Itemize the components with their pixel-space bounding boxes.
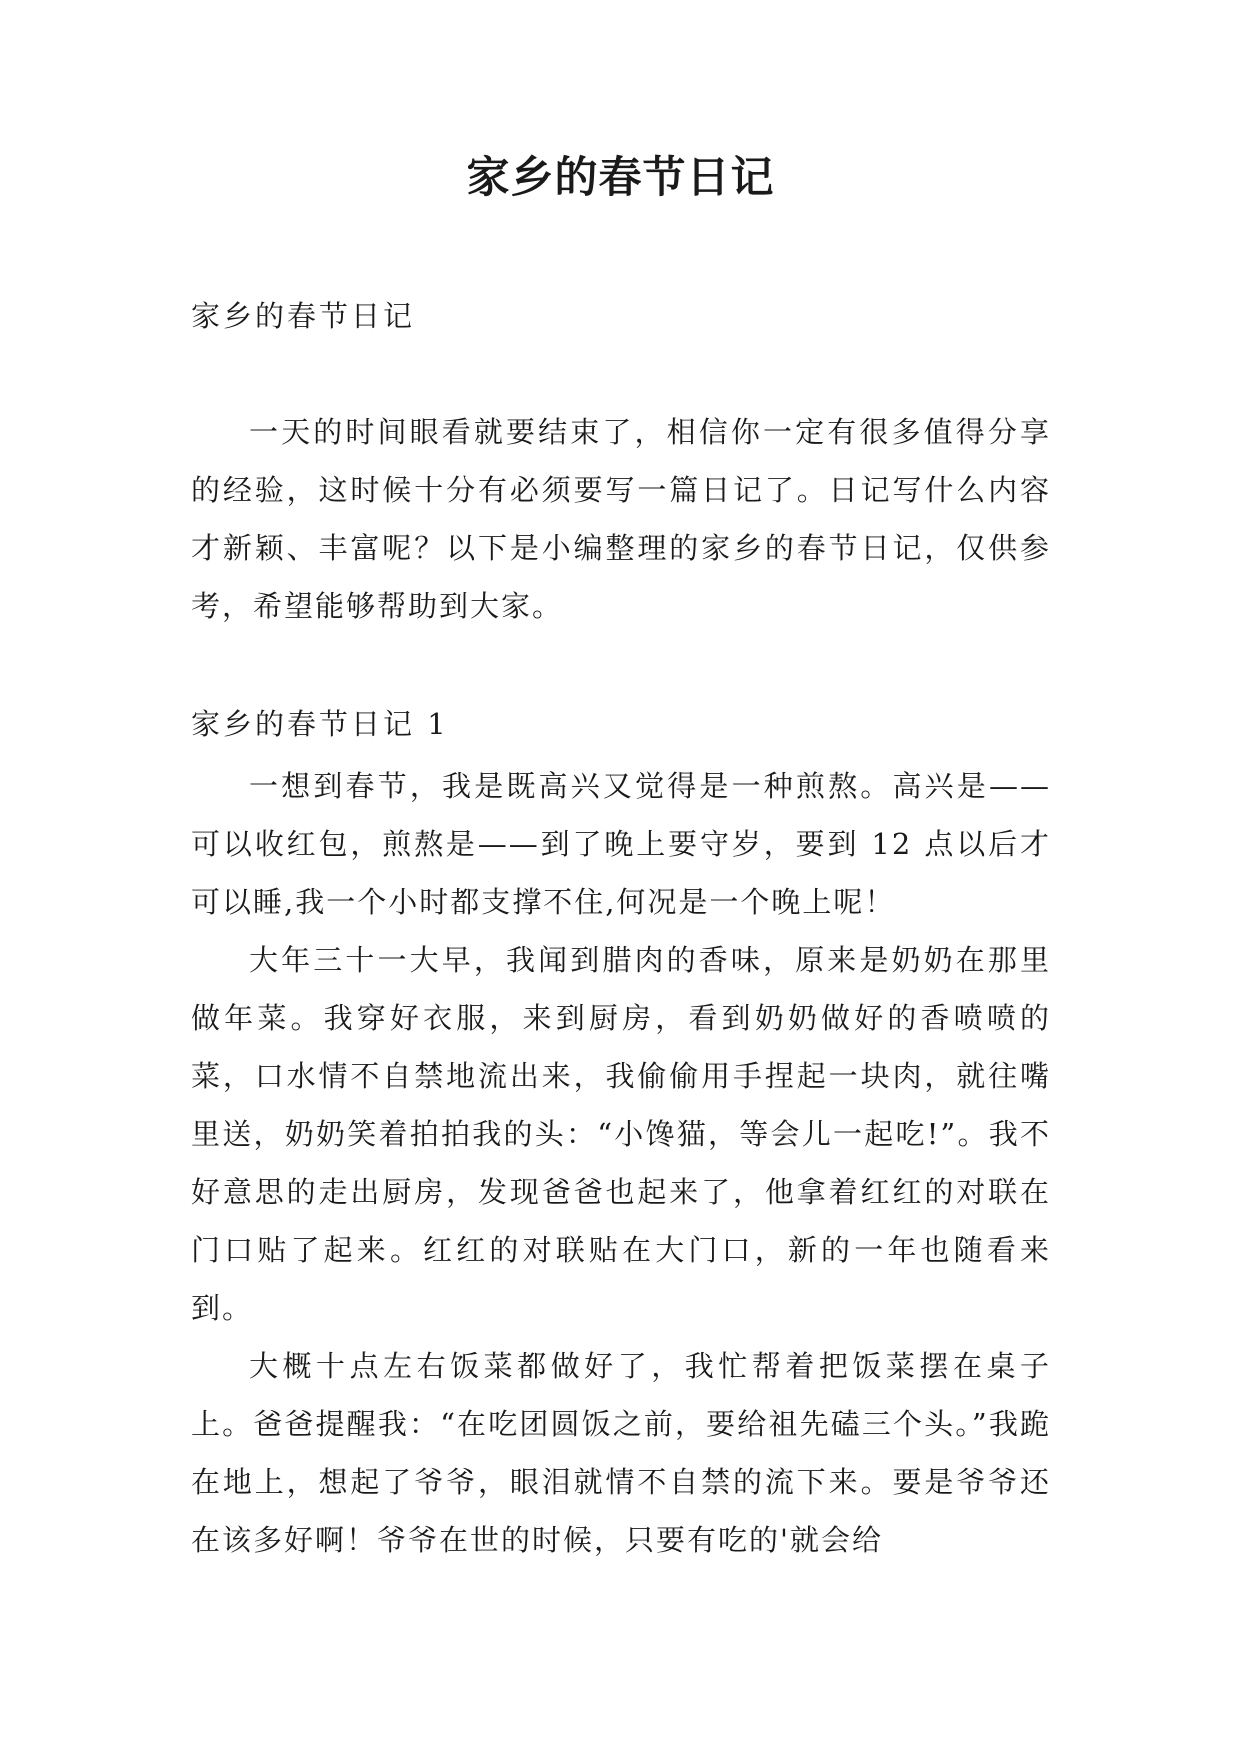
body-paragraph-3: 大概十点左右饭菜都做好了，我忙帮着把饭菜摆在桌子上。爸爸提醒我：“在吃团圆饭之前，要给祖先磕三个头。”我跪在地上，想起了爷爷，眼泪就情不自禁的流下来。要是爷爷还在该多好啊！爷爷在世的时候，只要有吃的'就会给 (191, 1349, 1051, 1557)
document-title: 家乡的春节日记 (466, 153, 775, 203)
section-heading: 家乡的春节日记 1 (191, 707, 449, 741)
body-paragraph-2: 大年三十一大早，我闻到腊肉的香味，原来是奶奶在那里做年菜。我穿好衣服，来到厨房，看到奶奶做好的香喷喷的菜，口水情不自禁地流出来，我偷偷用手捏起一块肉，就往嘴里送，奶奶笑着拍拍我的头：“小馋猫，等会儿一起吃!”。我不好意思的走出厨房，发现爸爸也起来了，他拿着红红的对联在门口贴了起来。红红的对联贴在大门口，新的一年也随看来到。 (191, 943, 1051, 1325)
document-subtitle: 家乡的春节日记 (191, 299, 416, 333)
body-paragraph-1: 一想到春节，我是既高兴又觉得是一种煎熬。高兴是——可以收红包，煎熬是——到了晚上要守岁，要到 12 点以后才可以睡,我一个小时都支撑不住,何况是一个晚上呢！ (191, 769, 1051, 919)
intro-paragraph: 一天的时间眼看就要结束了，相信你一定有很多值得分享的经验，这时候十分有必须要写一篇日记了。日记写什么内容才新颖、丰富呢？以下是小编整理的家乡的春节日记，仅供参考，希望能够帮助到大家。 (191, 415, 1051, 623)
document-body (191, 287, 1051, 1569)
